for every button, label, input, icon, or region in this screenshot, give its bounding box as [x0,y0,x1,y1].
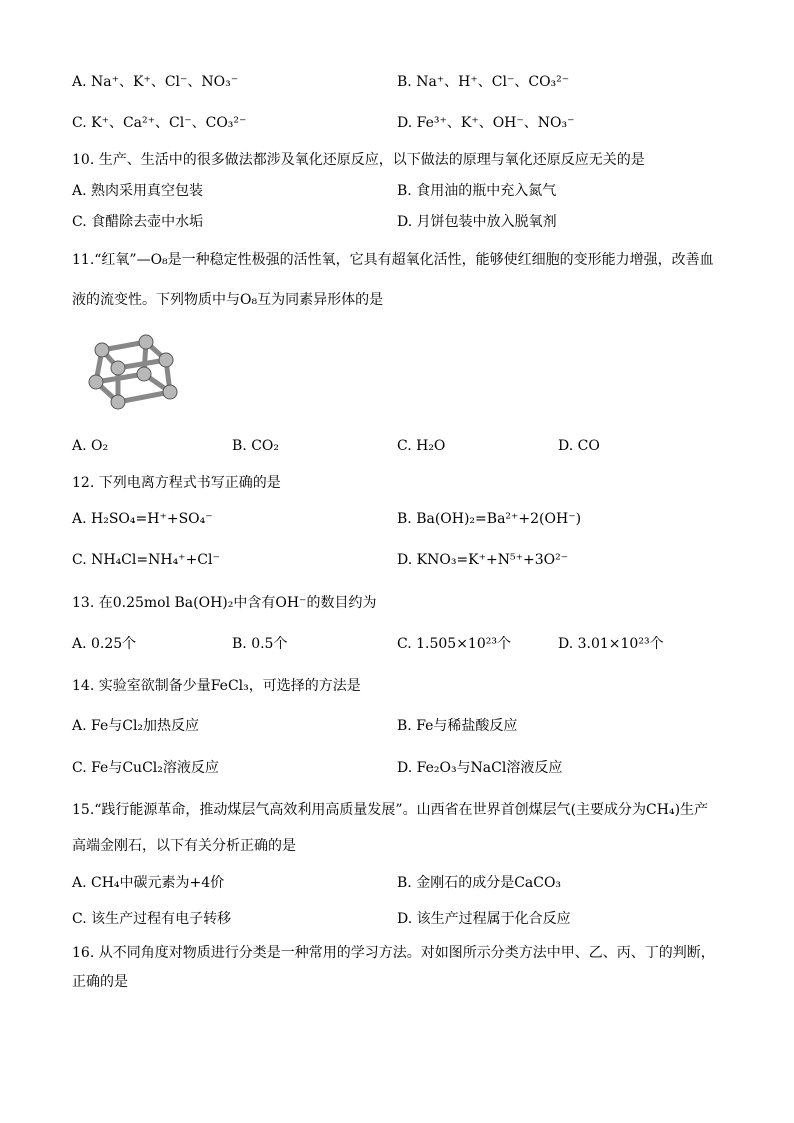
q16-stem-line2: 正确的是 [72,974,128,990]
q16-stem-line1: 16. 从不同角度对物质进行分类是一种常用的学习方法。对如图所示分类方法中甲、乙、丙、丁的判断， [72,945,715,961]
q11-stem-line2: 液的流变性。下列物质中与O₈互为同素异形体的是 [72,292,384,308]
q10-option-c: C. 食醋除去壶中水垢 [72,214,204,230]
q10-option-b: B. 食用油的瓶中充入氮气 [397,183,557,199]
q13-option-a: A. 0.25个 [72,636,137,652]
q15-option-a: A. CH₄中碳元素为+4价 [72,875,225,891]
q15-option-d: D. 该生产过程属于化合反应 [397,911,571,927]
q13-option-b: B. 0.5个 [232,636,288,652]
q14-option-d: D. Fe₂O₃与NaCl溶液反应 [397,760,563,776]
q12-option-a: A. H₂SO₄=H⁺+SO₄⁻ [72,511,213,527]
q9-option-a: A. Na⁺、K⁺、Cl⁻、NO₃⁻ [72,74,239,90]
q10-option-d: D. 月饼包装中放入脱氧剂 [397,214,557,230]
q13-option-d: D. 3.01×10²³个 [558,636,664,652]
q14-stem: 14. 实验室欲制备少量FeCl₃，可选择的方法是 [72,678,361,694]
o8-molecule-figure [74,330,184,414]
q11-option-d: D. CO [558,438,600,454]
q15-option-c: C. 该生产过程有电子转移 [72,911,232,927]
q14-option-b: B. Fe与稀盐酸反应 [397,718,518,734]
q11-stem-line1: 11.“红氧”—O₈是一种稳定性极强的活性氧，它具有超氧化活性，能够使红细胞的变形能力增强，改善血 [72,252,714,268]
q10-stem: 10. 生产、生活中的很多做法都涉及氧化还原反应，以下做法的原理与氧化还原反应无关的是 [72,152,645,168]
q15-stem-line2: 高端金刚石，以下有关分析正确的是 [72,838,296,854]
q14-option-c: C. Fe与CuCl₂溶液反应 [72,760,219,776]
q14-option-a: A. Fe与Cl₂加热反应 [72,718,200,734]
q9-option-d: D. Fe³⁺、K⁺、OH⁻、NO₃⁻ [397,115,575,131]
q11-option-c: C. H₂O [397,438,446,454]
q12-option-d: D. KNO₃=K⁺+N⁵⁺+3O²⁻ [397,552,569,568]
q9-option-b: B. Na⁺、H⁺、Cl⁻、CO₃²⁻ [397,74,570,90]
q10-option-a: A. 熟肉采用真空包装 [72,183,204,199]
q13-stem: 13. 在0.25mol Ba(OH)₂中含有OH⁻的数目约为 [72,595,377,611]
q13-option-c: C. 1.505×10²³个 [397,636,511,652]
q15-stem-line1: 15.“践行能源革命，推动煤层气高效利用高质量发展”。山西省在世界首创煤层气(主要成分为CH₄)生产 [72,802,709,818]
q9-option-c: C. K⁺、Ca²⁺、Cl⁻、CO₃²⁻ [72,115,247,131]
q15-option-b: B. 金刚石的成分是CaCO₃ [397,875,562,891]
q11-option-b: B. CO₂ [232,438,279,454]
q12-option-b: B. Ba(OH)₂=Ba²⁺+2(OH⁻) [397,511,582,527]
q11-option-a: A. O₂ [72,438,109,454]
q12-stem: 12. 下列电离方程式书写正确的是 [72,475,281,491]
q12-option-c: C. NH₄Cl=NH₄⁺+Cl⁻ [72,552,220,568]
